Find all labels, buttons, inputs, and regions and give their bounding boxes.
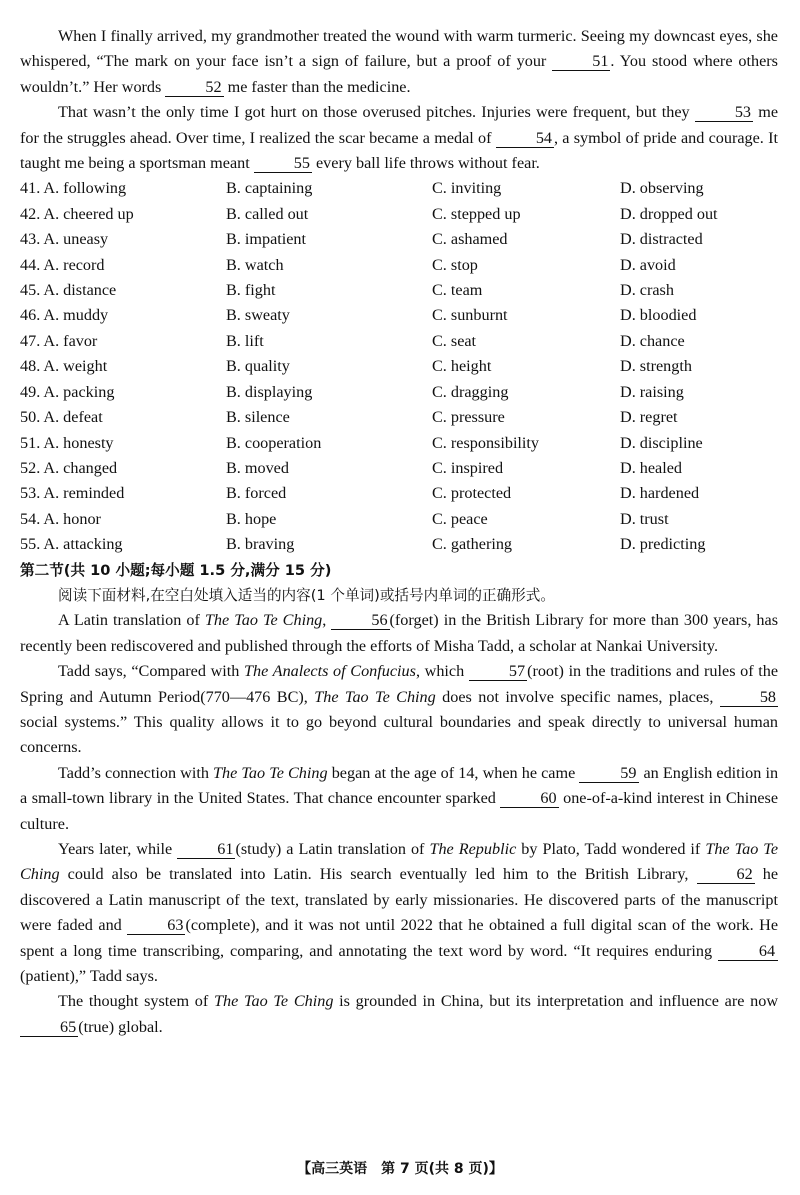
text: social systems.” This quality allows it to go beyond cultural boundaries and speak directly to universal human concerns. <box>20 712 778 757</box>
option-d[interactable] <box>620 202 778 227</box>
option-b[interactable] <box>226 278 432 303</box>
passage-paragraph <box>20 100 778 176</box>
text: (patient),” Tadd says. <box>20 967 158 986</box>
option-b[interactable] <box>226 176 432 201</box>
option-a[interactable] <box>20 507 226 532</box>
section-heading: 第二节(共 10 小题;每小题 1.5 分,满分 15 分) <box>20 561 332 579</box>
option-text: C. stop <box>432 255 478 274</box>
option-text: B. quality <box>226 357 290 376</box>
option-text: A. packing <box>43 382 115 401</box>
option-text: B. impatient <box>226 230 307 249</box>
option-text: C. team <box>432 281 483 300</box>
option-text: B. braving <box>226 535 295 554</box>
option-a[interactable] <box>20 380 226 405</box>
blank-56[interactable]: 56 <box>331 611 389 630</box>
option-d[interactable] <box>620 431 778 456</box>
option-text: A. changed <box>43 458 118 477</box>
question-number: 50. <box>20 408 41 427</box>
option-b[interactable] <box>226 354 432 379</box>
book-title: The Tao Te Ching <box>314 687 436 706</box>
option-b[interactable] <box>226 329 432 354</box>
blank-54[interactable]: 54 <box>496 129 554 148</box>
text: (root) in the traditions and rules of the Spring and Autumn Period(770—476 BC), <box>20 662 779 706</box>
option-text: C. stepped up <box>432 204 521 223</box>
text: by Plato, Tadd wondered if <box>521 840 701 858</box>
option-text: C. responsibility <box>432 433 540 452</box>
option-c[interactable] <box>432 278 620 303</box>
text: , a symbol of pride and courage. It taught me being a sportsman meant <box>20 128 778 173</box>
option-a[interactable] <box>20 532 226 557</box>
text: When I finally arrived, my grandmother treated the wound with warm turmeric. Seeing my downcast eyes, she whispered, “The mark on your face isn’t a sign of failure, but a proof of your <box>20 27 778 71</box>
option-b[interactable] <box>226 431 432 456</box>
option-a[interactable] <box>20 456 226 481</box>
option-text: A. weight <box>43 357 108 376</box>
option-a[interactable] <box>20 227 226 252</box>
blank-55[interactable]: 55 <box>254 154 312 173</box>
blank-52[interactable]: 52 <box>165 78 223 97</box>
option-b[interactable] <box>226 303 432 328</box>
option-text: D. observing <box>620 179 704 198</box>
option-c[interactable] <box>432 405 620 430</box>
option-text: B. moved <box>226 458 289 477</box>
option-d[interactable] <box>620 227 778 252</box>
option-a[interactable] <box>20 329 226 354</box>
book-title: The Tao Te Ching <box>20 840 779 884</box>
option-c[interactable] <box>432 354 620 379</box>
option-c[interactable] <box>432 380 620 405</box>
text: every ball life throws without fear. <box>316 154 540 173</box>
book-title: The Analects of Confucius <box>244 662 416 681</box>
book-title: The Tao Te Ching <box>213 992 334 1011</box>
option-text: B. fight <box>226 281 276 300</box>
option-c[interactable] <box>432 202 620 227</box>
option-text: C. inviting <box>432 179 502 198</box>
option-text: B. called out <box>226 204 309 223</box>
question-number: 49. <box>20 382 41 401</box>
text: one-of-a-kind interest in Chinese culture. <box>20 789 779 833</box>
option-text: B. sweaty <box>226 306 290 325</box>
option-text: B. hope <box>226 509 277 528</box>
option-a[interactable] <box>20 278 226 303</box>
book-title: The Tao Te Ching <box>204 611 323 630</box>
text: (study) a Latin translation of <box>235 840 425 858</box>
option-text: A. attacking <box>43 535 123 554</box>
option-a[interactable] <box>20 253 226 278</box>
option-text: A. favor <box>43 331 98 350</box>
option-b[interactable] <box>226 227 432 252</box>
question-number: 48. <box>20 357 41 376</box>
text: . You stood where others wouldn’t.” Her words <box>20 52 778 96</box>
option-text: A. record <box>43 255 105 274</box>
page-footer: 【高三英语 第 7 页(共 8 页)】 <box>297 1161 503 1177</box>
option-c[interactable] <box>432 303 620 328</box>
option-text: A. cheered up <box>43 204 134 223</box>
passage-paragraph <box>20 659 778 761</box>
question-number: 47. <box>20 331 41 350</box>
question-number: 44. <box>20 255 41 274</box>
option-c[interactable] <box>432 329 620 354</box>
option-text: C. inspired <box>432 458 504 477</box>
option-text: A. defeat <box>43 408 103 427</box>
option-c[interactable] <box>432 227 620 252</box>
option-a[interactable] <box>20 303 226 328</box>
text: , <box>322 611 327 630</box>
option-text: B. watch <box>226 255 284 274</box>
option-text: D. dropped out <box>620 204 718 223</box>
option-text: B. cooperation <box>226 433 322 452</box>
text: Tadd’s connection with <box>58 763 209 782</box>
options-grid <box>20 176 778 557</box>
option-c[interactable] <box>432 532 620 557</box>
passage-paragraph <box>20 989 778 1040</box>
question-number: 55. <box>20 535 41 554</box>
option-c[interactable] <box>432 253 620 278</box>
blank-64[interactable]: 64 <box>718 942 778 961</box>
blank-59[interactable]: 59 <box>579 764 639 783</box>
text: an English edition in a small-town library in the United States. That chance encounter sparked <box>20 763 779 808</box>
text: (forget) in the British Library for more than 300 years, has recently been rediscovered and published through the efforts of Misha Tadd, a scholar at Nankai University. <box>20 611 779 655</box>
option-d[interactable] <box>620 303 778 328</box>
text: me for the struggles ahead. Over time, I realized the scar became a medal of <box>20 103 779 147</box>
blank-62[interactable]: 62 <box>697 865 755 884</box>
option-c[interactable] <box>432 176 620 201</box>
option-text: D. healed <box>620 458 683 477</box>
option-text: D. avoid <box>620 255 676 274</box>
text: (complete), and it was not until 2022 that he obtained a full digital scan of the work. He spent a long time transcribing, comparing, and annotating the text word by word. “It requires enduring <box>20 916 779 960</box>
blank-57[interactable]: 57 <box>469 662 527 681</box>
question-number: 52. <box>20 458 41 477</box>
text: The thought system of <box>58 992 209 1011</box>
exam-page <box>20 24 778 1040</box>
option-text: A. honesty <box>43 433 114 452</box>
option-text: D. crash <box>620 281 674 300</box>
option-d[interactable] <box>620 354 778 379</box>
option-text: B. silence <box>226 408 290 427</box>
option-d[interactable] <box>620 481 778 506</box>
blank-63[interactable]: 63 <box>127 916 185 935</box>
option-d[interactable] <box>620 329 778 354</box>
text: does not involve specific names, places, <box>442 687 714 706</box>
option-d[interactable] <box>620 253 778 278</box>
option-text: D. raising <box>620 382 684 401</box>
option-b[interactable] <box>226 481 432 506</box>
section-instruction: 阅读下面材料,在空白处填入适当的内容(1 个单词)或括号内单词的正确形式。 <box>58 586 555 604</box>
blank-61[interactable]: 61 <box>177 840 235 859</box>
option-text: A. reminded <box>43 484 125 503</box>
blank-60[interactable]: 60 <box>500 789 558 808</box>
option-d[interactable] <box>620 456 778 481</box>
option-text: A. following <box>43 179 127 198</box>
option-a[interactable] <box>20 481 226 506</box>
text: Tadd says, “Compared with <box>58 662 240 681</box>
option-d[interactable] <box>620 278 778 303</box>
option-text: B. forced <box>226 484 287 503</box>
option-text: C. pressure <box>432 408 505 427</box>
option-a[interactable] <box>20 354 226 379</box>
option-text: D. hardened <box>620 484 700 503</box>
option-text: B. displaying <box>226 382 313 401</box>
option-text: D. discipline <box>620 433 703 452</box>
option-text: C. peace <box>432 509 488 528</box>
text: he discovered a Latin manuscript of the text, translated by early missionaries. He discovered parts of the manuscript were faded and <box>20 865 779 935</box>
question-number: 51. <box>20 433 41 452</box>
option-text: C. gathering <box>432 535 513 554</box>
option-b[interactable] <box>226 456 432 481</box>
text: Years later, while <box>58 840 173 858</box>
option-b[interactable] <box>226 507 432 532</box>
blank-58[interactable]: 58 <box>720 688 778 707</box>
text: That wasn’t the only time I got hurt on those overused pitches. Injuries were frequent, but they <box>58 103 690 122</box>
option-text: D. bloodied <box>620 306 697 325</box>
question-number: 54. <box>20 509 41 528</box>
option-d[interactable] <box>620 532 778 557</box>
option-text: C. height <box>432 357 492 376</box>
option-text: A. muddy <box>43 306 109 325</box>
option-c[interactable] <box>432 456 620 481</box>
option-a[interactable] <box>20 431 226 456</box>
option-a[interactable] <box>20 405 226 430</box>
option-a[interactable] <box>20 176 226 201</box>
option-a[interactable] <box>20 202 226 227</box>
option-c[interactable] <box>432 431 620 456</box>
book-title: The Tao Te Ching <box>213 763 328 782</box>
option-d[interactable] <box>620 176 778 201</box>
passage-paragraph <box>20 24 778 100</box>
question-number: 42. <box>20 204 41 223</box>
option-text: B. captaining <box>226 179 313 198</box>
option-b[interactable] <box>226 405 432 430</box>
option-d[interactable] <box>620 507 778 532</box>
option-text: D. strength <box>620 357 692 376</box>
option-text: C. ashamed <box>432 230 508 249</box>
passage-paragraph <box>20 837 778 989</box>
text: began at the age of 14, when he came <box>331 763 576 782</box>
option-d[interactable] <box>620 405 778 430</box>
question-number: 46. <box>20 306 41 325</box>
option-b[interactable] <box>226 202 432 227</box>
option-text: B. lift <box>226 331 264 350</box>
option-d[interactable] <box>620 380 778 405</box>
option-text: D. regret <box>620 408 678 427</box>
option-text: C. seat <box>432 331 477 350</box>
text: , which <box>415 662 465 681</box>
option-b[interactable] <box>226 253 432 278</box>
option-text: D. trust <box>620 509 669 528</box>
option-text: C. protected <box>432 484 512 503</box>
option-c[interactable] <box>432 507 620 532</box>
option-b[interactable] <box>226 532 432 557</box>
blank-53[interactable]: 53 <box>695 103 753 122</box>
question-number: 41. <box>20 179 41 198</box>
option-text: C. sunburnt <box>432 306 508 325</box>
book-title: The Republic <box>429 840 517 858</box>
blank-51[interactable]: 51 <box>552 52 610 71</box>
question-number: 53. <box>20 484 41 503</box>
question-number: 45. <box>20 281 41 300</box>
text: could also be translated into Latin. His search eventually led him to the British Library, <box>67 865 689 884</box>
blank-65[interactable]: 65 <box>20 1018 78 1037</box>
option-text: D. chance <box>620 331 685 350</box>
text: (true) global. <box>78 1017 163 1036</box>
option-text: D. distracted <box>620 230 703 249</box>
passage-paragraph <box>20 761 778 837</box>
option-text: C. dragging <box>432 382 509 401</box>
text: is grounded in China, but its interpretation and influence are now <box>339 992 779 1011</box>
option-text: A. honor <box>43 509 101 528</box>
text: me faster than the medicine. <box>227 77 411 96</box>
option-text: D. predicting <box>620 535 706 554</box>
option-c[interactable] <box>432 481 620 506</box>
option-b[interactable] <box>226 380 432 405</box>
passage-paragraph <box>20 608 778 659</box>
option-text: A. distance <box>43 281 117 300</box>
option-text: A. uneasy <box>43 230 109 249</box>
text: A Latin translation of <box>58 611 200 630</box>
question-number: 43. <box>20 230 41 249</box>
